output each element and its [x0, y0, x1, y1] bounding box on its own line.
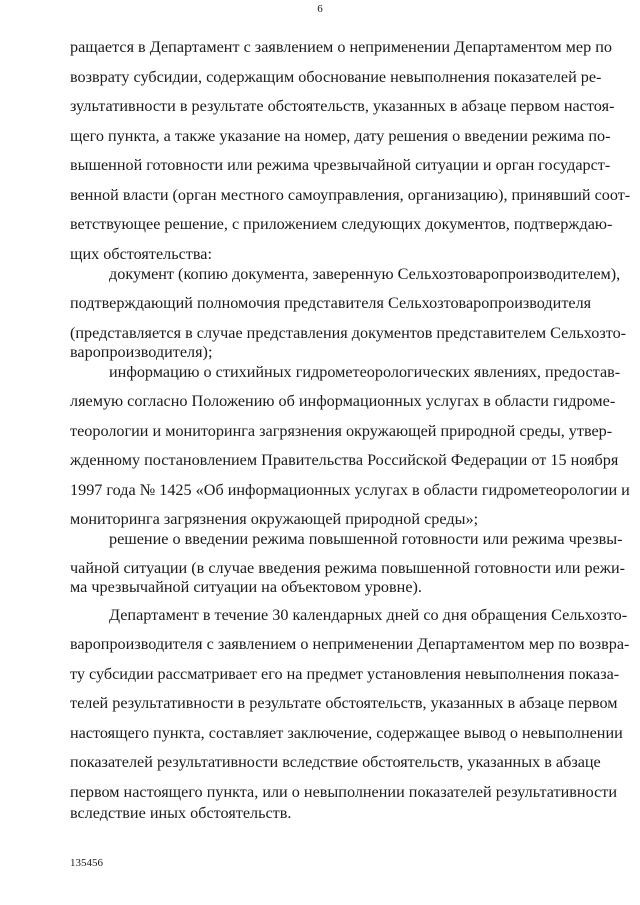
text-line: телей результативности в результате обстоятельств, указанных в абзаце первом — [70, 694, 618, 712]
text-line: ляемую согласно Положению об информационных услугах в области гидроме- — [70, 392, 616, 410]
text-line: варопроизводителя); — [70, 343, 213, 361]
page-number: 6 — [317, 3, 323, 15]
text-line: информацию о стихийных гидрометеорологических явлениях, предостав- — [109, 363, 621, 381]
text-line: ма чрезвычайной ситуации на объектовом уровне). — [70, 578, 422, 596]
text-line: настоящего пункта, составляет заключение, содержащее вывод о невыполнении — [70, 724, 623, 742]
text-line: теорологии и мониторинга загрязнения окружающей природной среды, утвер- — [70, 422, 613, 440]
text-line: щего пункта, а также указание на номер, дату решения о введении режима по- — [70, 127, 611, 145]
text-line: мониторинга загрязнения окружающей природной среды»; — [70, 510, 479, 528]
text-line: (представляется в случае представления документов представителем Сельхозто- — [70, 324, 627, 342]
text-line: вышенной готовности или режима чрезвычайной ситуации и орган государст- — [70, 156, 611, 174]
text-line: чайной ситуации (в случае введения режима повышенной готовности или режи- — [70, 559, 626, 577]
text-line: Департамент в течение 30 календарных дней со дня обращения Сельхозто- — [109, 606, 628, 624]
text-line: документ (копию документа, заверенную Сельхозтоваропроизводителем), — [109, 265, 621, 283]
text-line: щих обстоятельства: — [70, 245, 212, 263]
document-code: 135456 — [70, 857, 103, 869]
text-line: жденному постановлением Правительства Российской Федерации от 15 ноября — [70, 451, 619, 469]
text-line: вследствие иных обстоятельств. — [70, 804, 292, 822]
text-line: ту субсидии рассматривает его на предмет установления невыполнения показа- — [70, 665, 620, 683]
text-line: подтверждающий полномочия представителя Сельхозтоваропроизводителя — [70, 294, 592, 312]
text-line: первом настоящего пункта, или о невыполнении показателей результативности — [70, 783, 617, 801]
text-line: ветствующее решение, с приложением следующих документов, подтверждаю- — [70, 215, 613, 233]
text-line: венной власти (орган местного самоуправления, организацию), принявший соот- — [70, 186, 631, 204]
text-line: возврату субсидии, содержащим обоснование невыполнения показателей ре- — [70, 68, 602, 86]
text-line: показателей результативности вследствие обстоятельств, указанных в абзаце — [70, 753, 601, 771]
text-line: варопроизводителя с заявлением о неприменении Департаментом мер по возвра- — [70, 635, 630, 653]
text-line: решение о введении режима повышенной готовности или режима чрезвы- — [109, 530, 623, 548]
text-line: зультативности в результате обстоятельств, указанных в абзаце первом настоя- — [70, 97, 615, 115]
text-line: ращается в Департамент с заявлением о неприменении Департаментом мер по — [70, 38, 613, 56]
text-line: 1997 года № 1425 «Об информационных услугах в области гидрометеорологии и — [70, 481, 630, 499]
